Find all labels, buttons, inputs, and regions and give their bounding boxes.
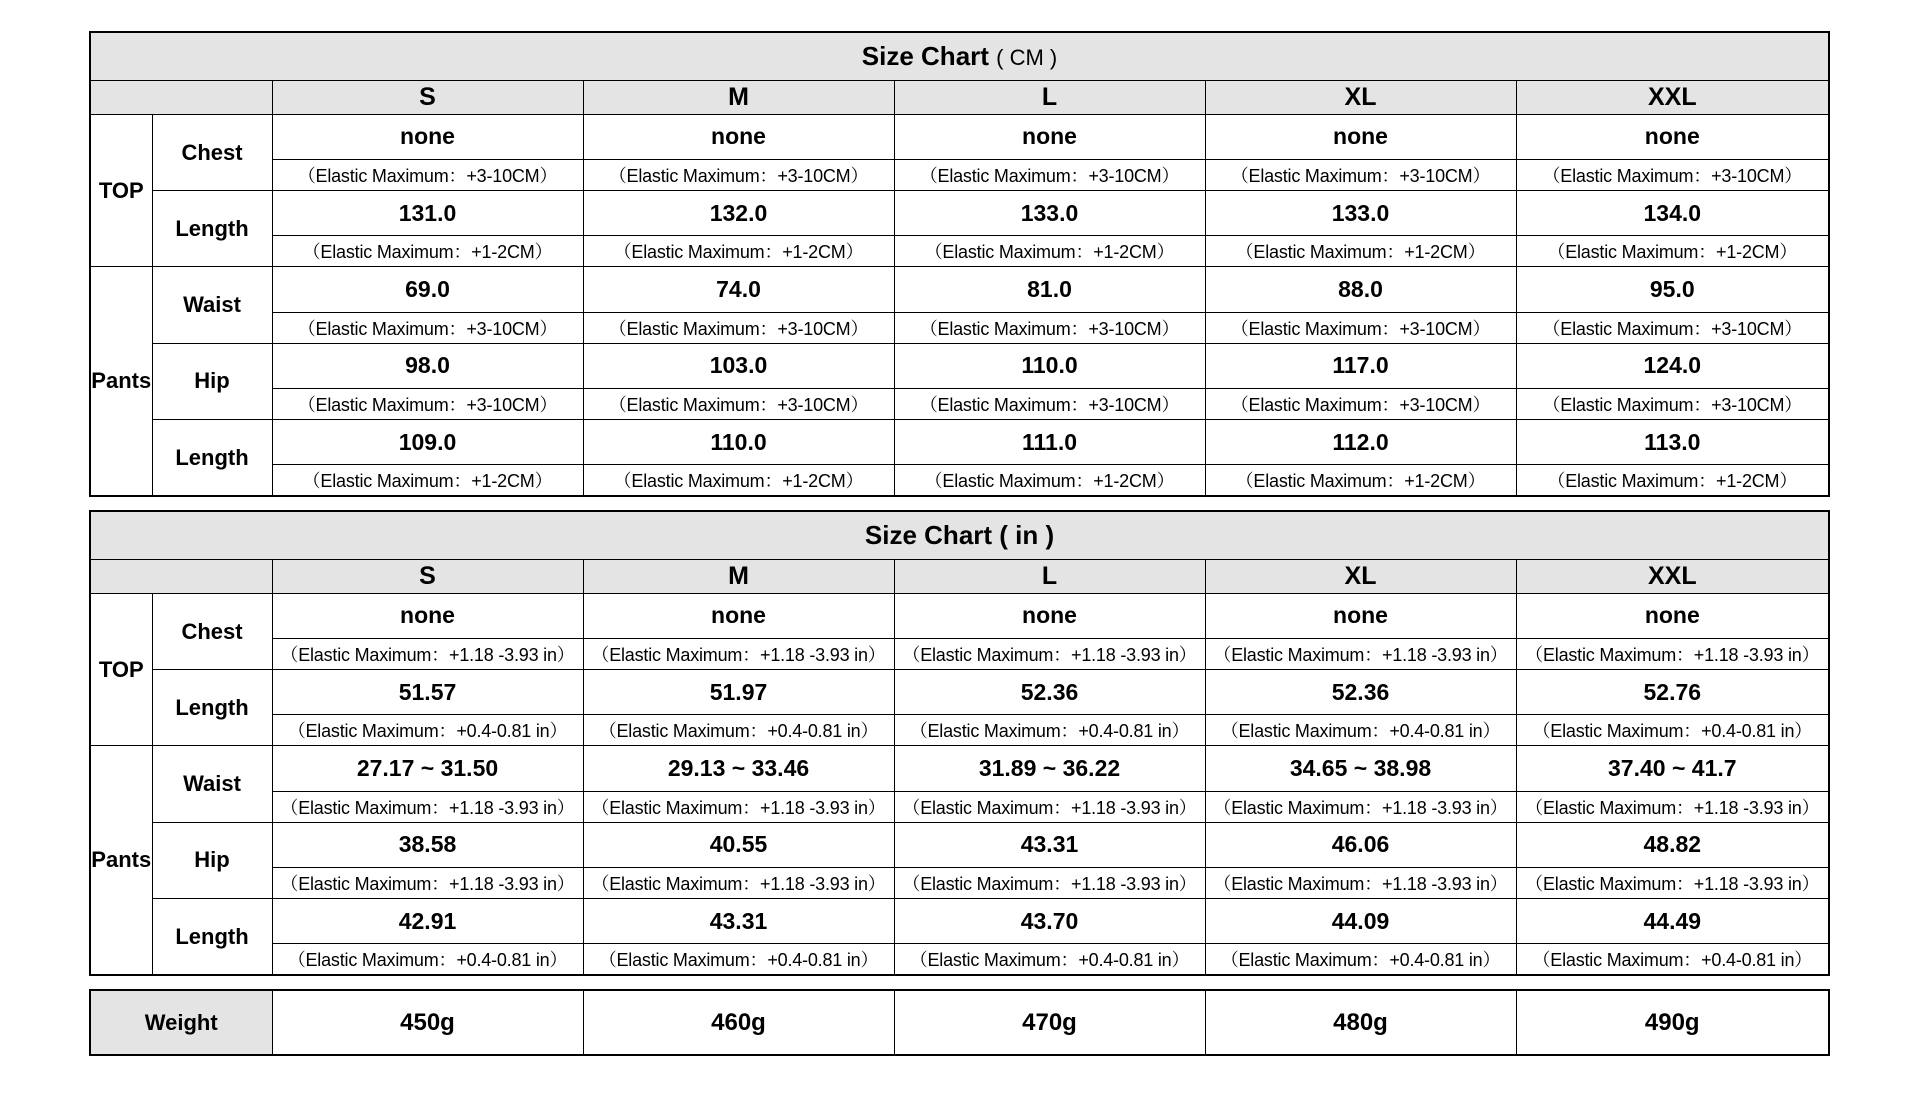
size-header-xxl: XXL xyxy=(1516,559,1829,593)
note-cell: （Elastic Maximum：+0.4-0.81 in） xyxy=(272,715,583,746)
note-cell: （Elastic Maximum：+1.18 -3.93 in） xyxy=(894,639,1205,670)
weight-table xyxy=(89,989,1830,1056)
value-cell: 133.0 xyxy=(1205,191,1516,236)
group-label-pants: Pants xyxy=(90,267,152,496)
value-cell: none xyxy=(1205,114,1516,159)
measure-label-chest: Chest xyxy=(152,114,272,190)
table-row xyxy=(90,867,1829,898)
value-cell: 43.31 xyxy=(894,822,1205,867)
value-cell: none xyxy=(272,593,583,638)
size-chart-cm-table xyxy=(89,31,1830,497)
note-cell: （Elastic Maximum：+3-10CM） xyxy=(1205,388,1516,419)
table-row xyxy=(90,944,1829,975)
note-cell: （Elastic Maximum：+0.4-0.81 in） xyxy=(272,944,583,975)
value-cell: 110.0 xyxy=(894,343,1205,388)
table-row xyxy=(90,465,1829,496)
note-cell: （Elastic Maximum：+0.4-0.81 in） xyxy=(894,944,1205,975)
value-cell: 52.36 xyxy=(894,670,1205,715)
table-row xyxy=(90,160,1829,191)
note-cell: （Elastic Maximum：+0.4-0.81 in） xyxy=(1516,715,1829,746)
weight-value: 460g xyxy=(583,990,894,1055)
note-cell: （Elastic Maximum：+1-2CM） xyxy=(1205,236,1516,267)
measure-label-hip: Hip xyxy=(152,822,272,898)
value-cell: 43.70 xyxy=(894,899,1205,944)
value-cell: 34.65 ~ 38.98 xyxy=(1205,746,1516,791)
note-cell: （Elastic Maximum：+3-10CM） xyxy=(272,160,583,191)
measure-label-waist: Waist xyxy=(152,746,272,822)
table-row xyxy=(90,388,1829,419)
value-cell: 131.0 xyxy=(272,191,583,236)
value-cell: 31.89 ~ 36.22 xyxy=(894,746,1205,791)
value-cell: 134.0 xyxy=(1516,191,1829,236)
note-cell: （Elastic Maximum：+3-10CM） xyxy=(583,160,894,191)
size-header-l: L xyxy=(894,559,1205,593)
size-chart-in-table xyxy=(89,510,1830,976)
value-cell: 27.17 ~ 31.50 xyxy=(272,746,583,791)
value-cell: 48.82 xyxy=(1516,822,1829,867)
value-cell: 52.36 xyxy=(1205,670,1516,715)
note-cell: （Elastic Maximum：+1.18 -3.93 in） xyxy=(583,867,894,898)
note-cell: （Elastic Maximum：+1.18 -3.93 in） xyxy=(1205,867,1516,898)
note-cell: （Elastic Maximum：+1.18 -3.93 in） xyxy=(1205,791,1516,822)
value-cell: 109.0 xyxy=(272,420,583,465)
note-cell: （Elastic Maximum：+0.4-0.81 in） xyxy=(1205,715,1516,746)
note-cell: （Elastic Maximum：+3-10CM） xyxy=(894,388,1205,419)
value-cell: 37.40 ~ 41.7 xyxy=(1516,746,1829,791)
value-cell: 110.0 xyxy=(583,420,894,465)
value-cell: none xyxy=(272,114,583,159)
table-row xyxy=(90,236,1829,267)
group-label-top: TOP xyxy=(90,114,152,267)
note-cell: （Elastic Maximum：+3-10CM） xyxy=(1516,312,1829,343)
note-cell: （Elastic Maximum：+3-10CM） xyxy=(894,312,1205,343)
note-cell: （Elastic Maximum：+0.4-0.81 in） xyxy=(1516,944,1829,975)
table-row xyxy=(90,191,1829,236)
table-row xyxy=(90,593,1829,638)
note-cell: （Elastic Maximum：+1-2CM） xyxy=(1516,465,1829,496)
note-cell: （Elastic Maximum：+1-2CM） xyxy=(272,236,583,267)
value-cell: 124.0 xyxy=(1516,343,1829,388)
table-row xyxy=(90,990,1829,1055)
measure-label-chest: Chest xyxy=(152,593,272,669)
title-unit: ( CM ) xyxy=(996,44,1058,70)
value-cell: 103.0 xyxy=(583,343,894,388)
table-title xyxy=(90,511,1829,559)
header-corner xyxy=(90,80,272,114)
weight-label: Weight xyxy=(90,990,272,1055)
value-cell: 51.97 xyxy=(583,670,894,715)
value-cell: 46.06 xyxy=(1205,822,1516,867)
note-cell: （Elastic Maximum：+0.4-0.81 in） xyxy=(1205,944,1516,975)
value-cell: none xyxy=(1205,593,1516,638)
measure-label-length: Length xyxy=(152,420,272,496)
value-cell: 42.91 xyxy=(272,899,583,944)
value-cell: none xyxy=(583,593,894,638)
note-cell: （Elastic Maximum：+3-10CM） xyxy=(583,312,894,343)
title-unit: ( in ) xyxy=(999,519,1055,550)
table-row xyxy=(90,312,1829,343)
table-row xyxy=(90,343,1829,388)
value-cell: 40.55 xyxy=(583,822,894,867)
size-header-l: L xyxy=(894,80,1205,114)
value-cell: 88.0 xyxy=(1205,267,1516,312)
note-cell: （Elastic Maximum：+1-2CM） xyxy=(272,465,583,496)
note-cell: （Elastic Maximum：+1.18 -3.93 in） xyxy=(272,867,583,898)
size-header-s: S xyxy=(272,80,583,114)
note-cell: （Elastic Maximum：+0.4-0.81 in） xyxy=(894,715,1205,746)
value-cell: none xyxy=(583,114,894,159)
note-cell: （Elastic Maximum：+3-10CM） xyxy=(1205,312,1516,343)
note-cell: （Elastic Maximum：+0.4-0.81 in） xyxy=(583,944,894,975)
value-cell: 81.0 xyxy=(894,267,1205,312)
table-row xyxy=(90,114,1829,159)
header-corner xyxy=(90,559,272,593)
note-cell: （Elastic Maximum：+3-10CM） xyxy=(272,312,583,343)
note-cell: （Elastic Maximum：+3-10CM） xyxy=(1205,160,1516,191)
table-row xyxy=(90,267,1829,312)
weight-value: 480g xyxy=(1205,990,1516,1055)
value-cell: none xyxy=(1516,593,1829,638)
size-header-m: M xyxy=(583,559,894,593)
note-cell: （Elastic Maximum：+3-10CM） xyxy=(272,388,583,419)
note-cell: （Elastic Maximum：+1-2CM） xyxy=(894,465,1205,496)
size-header-xl: XL xyxy=(1205,80,1516,114)
value-cell: 44.09 xyxy=(1205,899,1516,944)
measure-label-length: Length xyxy=(152,670,272,746)
note-cell: （Elastic Maximum：+1-2CM） xyxy=(894,236,1205,267)
group-label-pants: Pants xyxy=(90,746,152,975)
weight-value: 470g xyxy=(894,990,1205,1055)
measure-label-waist: Waist xyxy=(152,267,272,343)
measure-label-length: Length xyxy=(152,191,272,267)
table-row xyxy=(90,822,1829,867)
table-title xyxy=(90,32,1829,80)
table-row xyxy=(90,715,1829,746)
note-cell: （Elastic Maximum：+1.18 -3.93 in） xyxy=(272,791,583,822)
note-cell: （Elastic Maximum：+1.18 -3.93 in） xyxy=(1516,867,1829,898)
value-cell: 44.49 xyxy=(1516,899,1829,944)
note-cell: （Elastic Maximum：+1.18 -3.93 in） xyxy=(583,791,894,822)
table-row xyxy=(90,670,1829,715)
measure-label-length: Length xyxy=(152,899,272,975)
value-cell: 117.0 xyxy=(1205,343,1516,388)
value-cell: 43.31 xyxy=(583,899,894,944)
value-cell: none xyxy=(1516,114,1829,159)
table-row xyxy=(90,791,1829,822)
value-cell: 111.0 xyxy=(894,420,1205,465)
size-header-s: S xyxy=(272,559,583,593)
value-cell: 98.0 xyxy=(272,343,583,388)
table-row xyxy=(90,899,1829,944)
title-text: Size Chart xyxy=(861,40,989,71)
group-label-top: TOP xyxy=(90,593,152,746)
note-cell: （Elastic Maximum：+1.18 -3.93 in） xyxy=(272,639,583,670)
size-header-xl: XL xyxy=(1205,559,1516,593)
note-cell: （Elastic Maximum：+0.4-0.81 in） xyxy=(583,715,894,746)
value-cell: 51.57 xyxy=(272,670,583,715)
value-cell: 38.58 xyxy=(272,822,583,867)
note-cell: （Elastic Maximum：+1-2CM） xyxy=(1516,236,1829,267)
value-cell: 113.0 xyxy=(1516,420,1829,465)
note-cell: （Elastic Maximum：+3-10CM） xyxy=(1516,388,1829,419)
value-cell: none xyxy=(894,114,1205,159)
table-row xyxy=(90,639,1829,670)
weight-value: 450g xyxy=(272,990,583,1055)
note-cell: （Elastic Maximum：+1.18 -3.93 in） xyxy=(894,791,1205,822)
value-cell: 29.13 ~ 33.46 xyxy=(583,746,894,791)
value-cell: 74.0 xyxy=(583,267,894,312)
note-cell: （Elastic Maximum：+1.18 -3.93 in） xyxy=(894,867,1205,898)
value-cell: 69.0 xyxy=(272,267,583,312)
note-cell: （Elastic Maximum：+1.18 -3.93 in） xyxy=(1516,791,1829,822)
measure-label-hip: Hip xyxy=(152,343,272,419)
value-cell: 52.76 xyxy=(1516,670,1829,715)
size-header-m: M xyxy=(583,80,894,114)
note-cell: （Elastic Maximum：+3-10CM） xyxy=(894,160,1205,191)
value-cell: 133.0 xyxy=(894,191,1205,236)
note-cell: （Elastic Maximum：+1.18 -3.93 in） xyxy=(1516,639,1829,670)
note-cell: （Elastic Maximum：+3-10CM） xyxy=(1516,160,1829,191)
value-cell: 132.0 xyxy=(583,191,894,236)
note-cell: （Elastic Maximum：+3-10CM） xyxy=(583,388,894,419)
table-row xyxy=(90,420,1829,465)
note-cell: （Elastic Maximum：+1.18 -3.93 in） xyxy=(583,639,894,670)
note-cell: （Elastic Maximum：+1-2CM） xyxy=(583,465,894,496)
table-row xyxy=(90,746,1829,791)
size-header-xxl: XXL xyxy=(1516,80,1829,114)
note-cell: （Elastic Maximum：+1-2CM） xyxy=(1205,465,1516,496)
weight-value: 490g xyxy=(1516,990,1829,1055)
note-cell: （Elastic Maximum：+1-2CM） xyxy=(583,236,894,267)
value-cell: 95.0 xyxy=(1516,267,1829,312)
value-cell: none xyxy=(894,593,1205,638)
title-text: Size Chart xyxy=(864,519,993,550)
value-cell: 112.0 xyxy=(1205,420,1516,465)
note-cell: （Elastic Maximum：+1.18 -3.93 in） xyxy=(1205,639,1516,670)
